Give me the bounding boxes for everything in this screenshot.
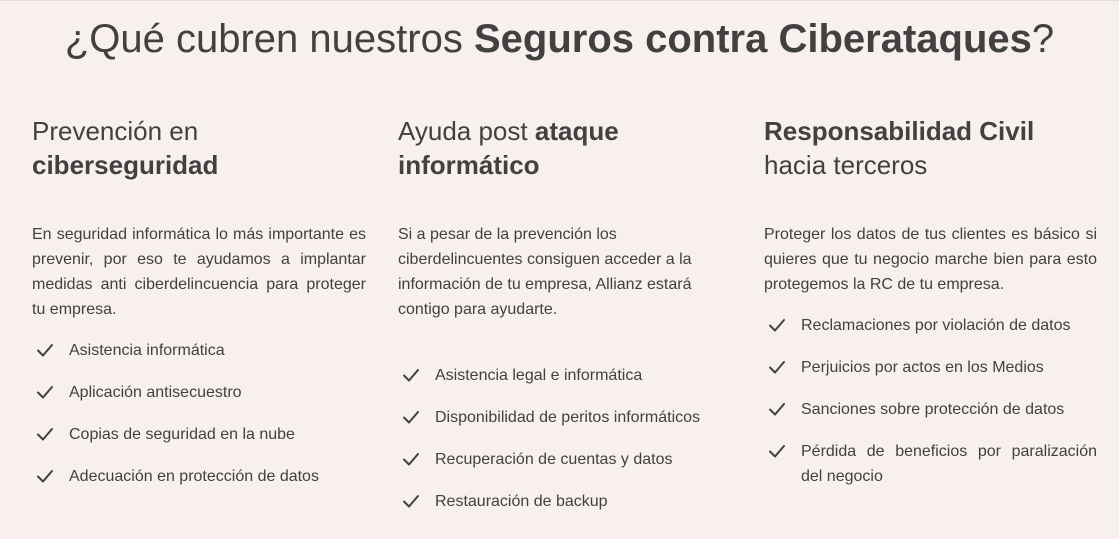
checkmark-icon (36, 383, 54, 401)
column-heading-bold: ciberseguridad (32, 150, 219, 180)
coverage-item-label: Pérdida de beneficios por paralización del negocio (801, 443, 1097, 485)
checkmark-icon (768, 316, 786, 334)
checkmark-icon (768, 400, 786, 418)
checkmark-icon (36, 425, 54, 443)
checkmark-icon (402, 366, 420, 384)
column-heading (32, 114, 218, 182)
page-title (0, 14, 1119, 64)
coverage-list (398, 363, 718, 514)
coverage-item-label: Disponibilidad de peritos informáticos (435, 409, 701, 426)
coverage-item-label: Restauración de backup (435, 493, 608, 510)
coverage-item (398, 405, 718, 430)
coverage-item-label: Sanciones sobre protección de datos (801, 401, 1065, 418)
column-heading-light: Prevención en (32, 116, 199, 146)
column-heading-light: hacia terceros (764, 150, 928, 180)
column-description: Proteger los datos de tus clientes es básico si quieres que tu negocio marche bien para esto protegemos la RC de tu empresa. (764, 226, 1097, 293)
coverage-item-label: Perjuicios por actos en los Medios (801, 359, 1044, 376)
coverage-item (398, 363, 718, 388)
coverage-item (32, 338, 366, 363)
checkmark-icon (402, 492, 420, 510)
coverage-item (398, 447, 718, 472)
coverage-item (764, 313, 1097, 338)
column-description: Si a pesar de la prevención los ciberdelincuentes consiguen acceder a la información de tu empresa, Allianz estará contigo para ayudarte. (398, 226, 692, 318)
coverage-list (32, 338, 366, 489)
coverage-item-label: Adecuación en protección de datos (69, 468, 319, 485)
top-divider (0, 0, 1119, 1)
coverage-item-label: Copias de seguridad en la nube (69, 426, 295, 443)
checkmark-icon (402, 450, 420, 468)
coverage-list (764, 313, 1097, 489)
coverage-item (32, 464, 366, 489)
checkmark-icon (768, 358, 786, 376)
column-heading-bold: Responsabilidad Civil (764, 116, 1035, 146)
coverage-item-label: Asistencia informática (69, 342, 225, 359)
column-heading (398, 114, 718, 182)
coverage-item (764, 397, 1097, 422)
checkmark-icon (36, 467, 54, 485)
coverage-item-label: Asistencia legal e informática (435, 367, 643, 384)
column-heading (764, 114, 1034, 182)
page-title-emphasis: Seguros contra Ciberataques (473, 17, 1032, 61)
checkmark-icon (768, 442, 786, 460)
coverage-item (764, 439, 1097, 489)
coverage-item (32, 380, 366, 405)
coverage-item-label: Recuperación de cuentas y datos (435, 451, 673, 468)
checkmark-icon (402, 408, 420, 426)
column-description: En seguridad informática lo más importante es prevenir, por eso te ayudamos a implantar medidas anti ciberdelincuencia para proteger tu empresa. (32, 226, 366, 318)
coverage-item (32, 422, 366, 447)
coverage-item (398, 489, 718, 514)
column-heading-light: Ayuda post (398, 116, 528, 146)
checkmark-icon (36, 341, 54, 359)
coverage-item-label: Reclamaciones por violación de datos (801, 317, 1071, 334)
page-title-question-mark: ? (1031, 17, 1055, 61)
column-heading-bold: ataque informático (398, 116, 619, 180)
coverage-item-label: Aplicación antisecuestro (69, 384, 242, 401)
page-title-lead: ¿Qué cubren nuestros (64, 17, 474, 61)
coverage-item (764, 355, 1097, 380)
